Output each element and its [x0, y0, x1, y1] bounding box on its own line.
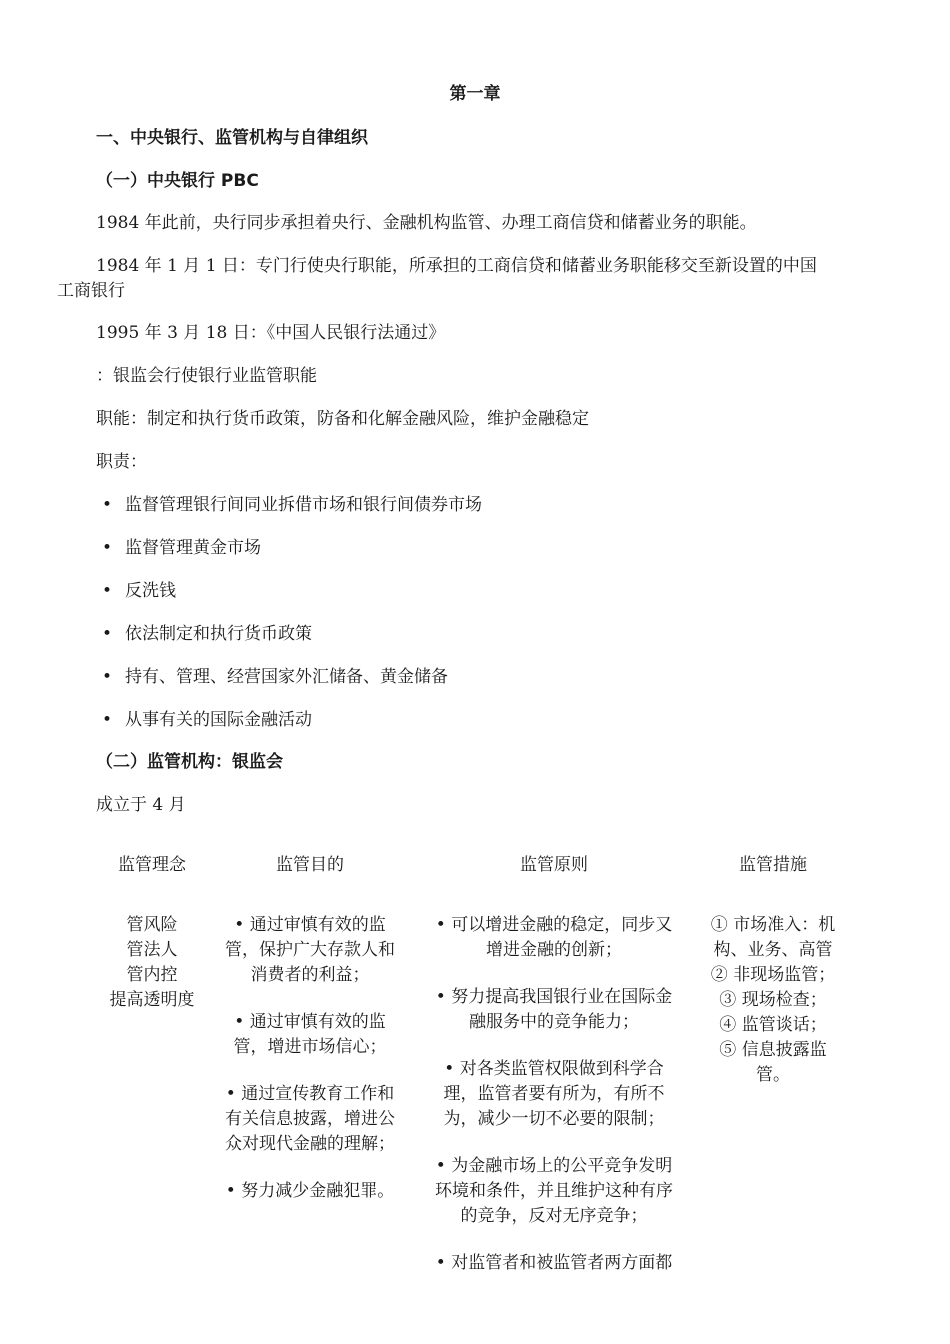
- principle-item: • 为金融市场上的公平竞争发明 环境和条件，并且维护这种有序 的竞争，反对无序竞争；: [435, 1156, 673, 1226]
- table-header-measures: 监管措施: [739, 855, 807, 875]
- duty-list-item: • 从事有关的国际金融活动: [102, 710, 312, 730]
- bullet-icon: •: [102, 495, 113, 515]
- paragraph-1984-jan-line2: 工商银行: [57, 281, 125, 301]
- objective-item: • 通过审慎有效的监 管，保护广大存款人和 消费者的利益；: [225, 915, 395, 985]
- subsection-heading-cbrc: （二）监管机构：银监会: [96, 752, 283, 772]
- objective-item: • 努力减少金融犯罪。: [225, 1181, 395, 1201]
- paragraph-established: 成立于 4 月: [96, 795, 186, 815]
- principle-item: • 可以增进金融的稳定，同步又 增进金融的创新；: [435, 915, 673, 960]
- duty-list-item: • 持有、管理、经营国家外汇储备、黄金储备: [102, 667, 448, 687]
- objective-item: • 通过审慎有效的监 管，增进市场信心；: [233, 1012, 387, 1057]
- table-header-philosophy: 监管理念: [118, 855, 186, 875]
- subsection-heading-central-bank: （一）中央银行 PBC: [96, 171, 259, 191]
- bullet-icon: •: [102, 624, 113, 644]
- table-header-objectives: 监管目的: [276, 855, 344, 875]
- bullet-icon: •: [102, 667, 113, 687]
- table-cell-measures: ① 市场准入：机 构、业务、高管 ② 非现场监管； ③ 现场检查； ④ 监管谈话； ⑤ 信息披露监 管。: [710, 915, 836, 1085]
- section-heading: 一、中央银行、监管机构与自律组织: [96, 128, 368, 148]
- table-cell-principles: [414, 913, 694, 1298]
- paragraph-duties-label: 职责：: [96, 452, 147, 472]
- objective-item: • 通过宣传教育工作和 有关信息披露，增进公 众对现代金融的理解；: [225, 1084, 395, 1154]
- principle-item: • 努力提高我国银行业在国际金 融服务中的竞争能力；: [435, 987, 673, 1032]
- duty-list-item: • 依法制定和执行货币政策: [102, 624, 312, 644]
- table-cell-objectives: [210, 913, 410, 1226]
- duty-list-item: • 监督管理黄金市场: [102, 538, 261, 558]
- bullet-icon: •: [102, 581, 113, 601]
- bullet-icon: •: [102, 710, 113, 730]
- bullet-icon: •: [102, 538, 113, 558]
- table-header-principles: 监管原则: [520, 855, 588, 875]
- chapter-title: 第一章: [449, 84, 501, 104]
- duty-list-item: • 监督管理银行间同业拆借市场和银行间债券市场: [102, 495, 482, 515]
- paragraph-1984-jan-line1: 1984 年 1 月 1 日：专门行使央行职能，所承担的工商信贷和储蓄业务职能移交至新设置的中国: [96, 256, 817, 276]
- duty-list-item: • 反洗钱: [102, 581, 176, 601]
- paragraph-1995: 1995 年 3 月 18 日：《中国人民银行法通过》: [96, 323, 446, 343]
- principle-item: • 对各类监管权限做到科学合 理，监管者要有所为，有所不 为，减少一切不必要的限制；: [443, 1059, 665, 1129]
- paragraph-history-1984: 1984 年此前，央行同步承担着央行、金融机构监管、办理工商信贷和储蓄业务的职能。: [96, 213, 757, 233]
- principle-item: • 对监管者和被监管者两方面都: [435, 1253, 673, 1273]
- paragraph-cbrc: ：银监会行使银行业监管职能: [96, 366, 317, 386]
- paragraph-functions: 职能：制定和执行货币政策，防备和化解金融风险，维护金融稳定: [96, 409, 589, 429]
- table-cell-philosophy: 管风险 管法人 管内控 提高透明度: [109, 915, 195, 1010]
